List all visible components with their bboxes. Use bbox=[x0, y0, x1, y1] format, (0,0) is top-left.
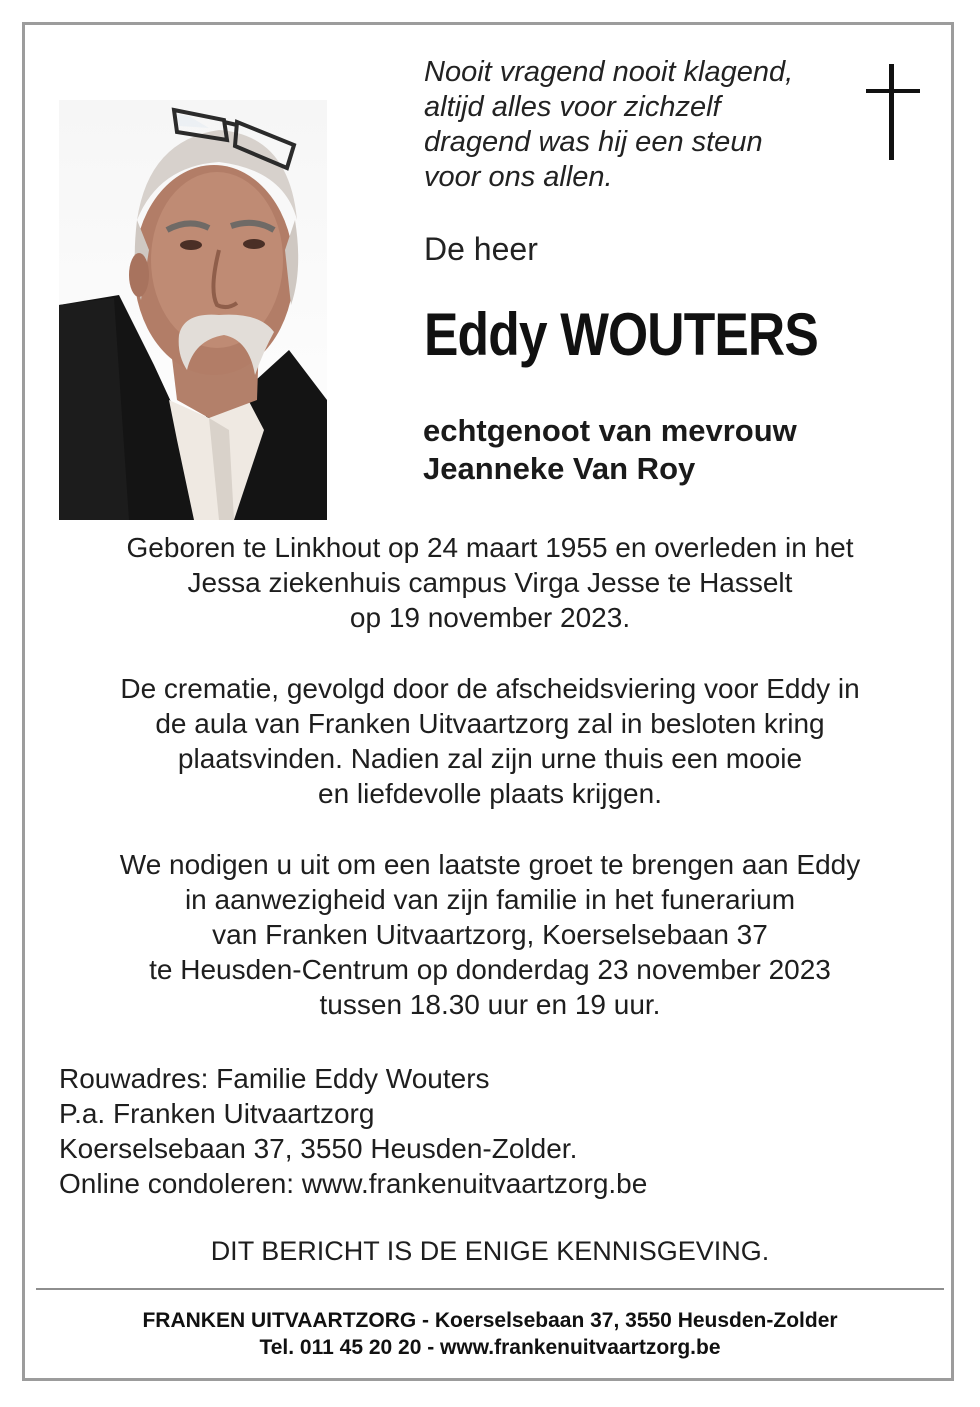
mourning-address bbox=[59, 1061, 647, 1201]
spouse-info bbox=[423, 412, 797, 488]
paragraph-line: en liefdevolle plaats krijgen. bbox=[318, 778, 662, 809]
divider bbox=[36, 1288, 944, 1290]
paragraph-line: op 19 november 2023. bbox=[349, 602, 631, 633]
birth-death-paragraph bbox=[40, 530, 940, 635]
ceremony-paragraph bbox=[40, 671, 940, 811]
paragraph-line: in aanwezigheid van zijn familie in het funerarium bbox=[184, 884, 796, 915]
paragraph-line: Geboren te Linkhout op 24 maart 1955 en overleden in het bbox=[126, 532, 854, 563]
paragraph-line: plaatsvinden. Nadien zal zijn urne thuis een mooie bbox=[177, 743, 803, 774]
poem-line: Nooit vragend nooit klagend, bbox=[424, 56, 794, 88]
spouse-line: echtgenoot van mevrouw bbox=[423, 413, 797, 448]
poem-line: voor ons allen. bbox=[424, 161, 613, 193]
paragraph-line: van Franken Uitvaartzorg, Koerselsebaan 37 bbox=[212, 919, 768, 950]
paragraph-line: De crematie, gevolgd door de afscheidsviering voor Eddy in bbox=[120, 673, 860, 704]
salutation: De heer bbox=[424, 231, 538, 267]
poem-line: altijd alles voor zichzelf bbox=[424, 91, 721, 123]
spouse-line: Jeanneke Van Roy bbox=[423, 451, 696, 486]
poem bbox=[424, 55, 854, 195]
portrait-illustration bbox=[59, 100, 327, 520]
portrait-photo bbox=[59, 100, 327, 520]
footer-line: Tel. 011 45 20 20 - www.frankenuitvaartzorg.be bbox=[259, 1336, 721, 1359]
deceased-name: Eddy WOUTERS bbox=[424, 301, 818, 368]
sole-notice: DIT BERICHT IS DE ENIGE KENNISGEVING. bbox=[210, 1236, 770, 1266]
paragraph-line: We nodigen u uit om een laatste groet te brengen aan Eddy bbox=[119, 849, 861, 880]
paragraph-line: de aula van Franken Uitvaartzorg zal in besloten kring bbox=[155, 708, 825, 739]
poem-line: dragend was hij een steun bbox=[424, 126, 763, 158]
address-line: Koerselsebaan 37, 3550 Heusden-Zolder. bbox=[59, 1133, 578, 1164]
address-line: Online condoleren: www.frankenuitvaartzorg.be bbox=[59, 1168, 648, 1199]
cross-icon bbox=[864, 64, 922, 160]
footer-line: FRANKEN UITVAARTZORG - Koerselsebaan 37, 3550 Heusden-Zolder bbox=[142, 1309, 838, 1332]
address-line: Rouwadres: Familie Eddy Wouters bbox=[59, 1063, 490, 1094]
address-line: P.a. Franken Uitvaartzorg bbox=[59, 1098, 375, 1129]
funeral-home-footer bbox=[40, 1307, 940, 1361]
visitation-paragraph bbox=[40, 847, 940, 1022]
paragraph-line: tussen 18.30 uur en 19 uur. bbox=[319, 989, 661, 1020]
paragraph-line: Jessa ziekenhuis campus Virga Jesse te Hasselt bbox=[187, 567, 793, 598]
paragraph-line: te Heusden-Centrum op donderdag 23 november 2023 bbox=[149, 954, 831, 985]
